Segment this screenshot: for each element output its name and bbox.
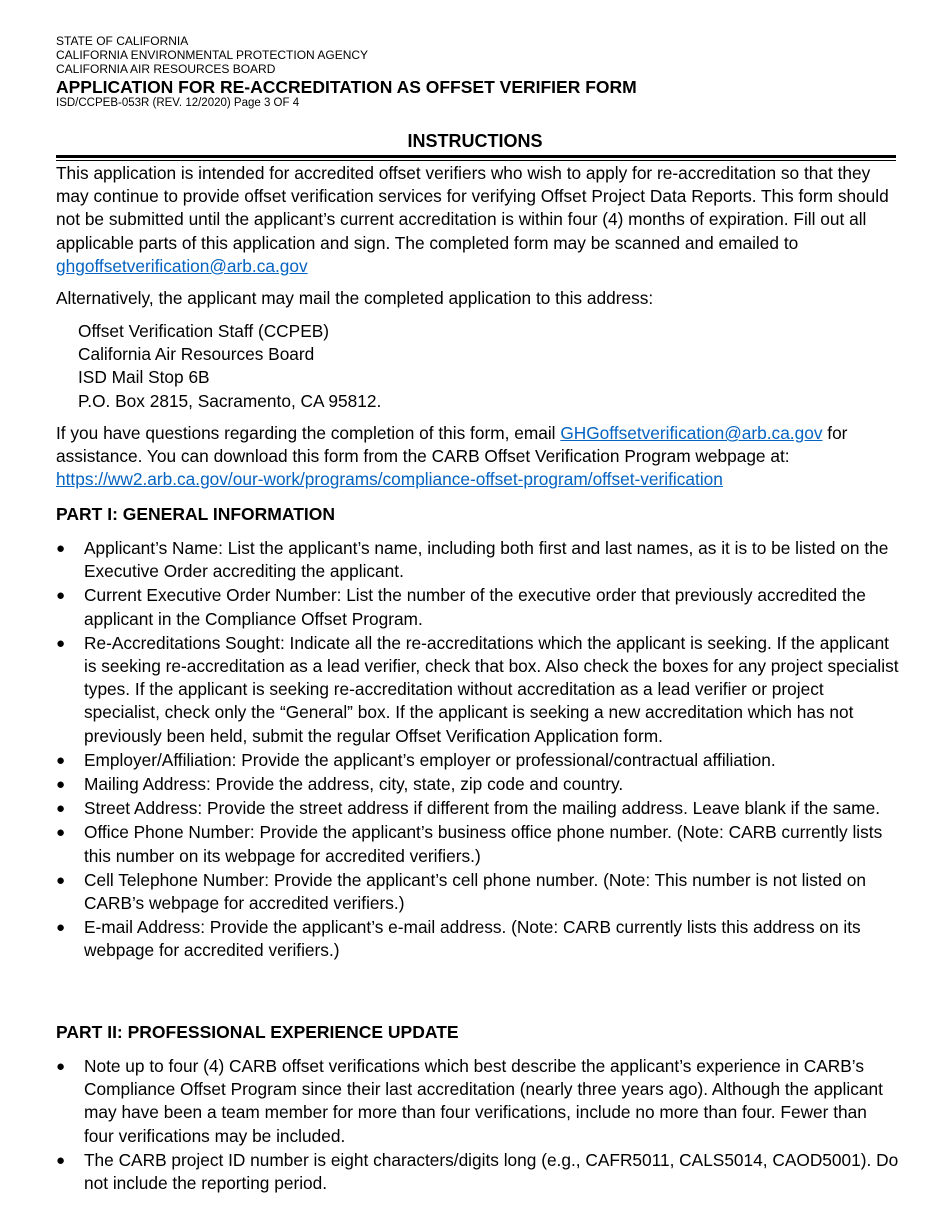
list-item-text: Mailing Address: Provide the address, city, state, zip code and country. [84, 774, 624, 795]
list-item [56, 916, 901, 962]
list-item-text: E-mail Address: Provide the applicant’s e-mail address. (Note: CARB currently lists this address on its webpage for accredited verifiers.) [84, 917, 861, 961]
address-line: P.O. Box 2815, Sacramento, CA 95812. [78, 390, 382, 411]
header-board: CALIFORNIA AIR RESOURCES BOARD [56, 62, 276, 76]
bullet-icon: ● [56, 800, 66, 818]
list-item-text: The CARB project ID number is eight characters/digits long (e.g., CAFR5011, CALS5014, CAOD5001). Do not include the reporting period. [84, 1149, 899, 1194]
bullet-icon: ● [56, 1151, 66, 1169]
list-item [56, 537, 901, 583]
instructions-title: INSTRUCTIONS [407, 131, 543, 151]
list-item [56, 821, 901, 867]
bullet-icon: ● [56, 919, 66, 937]
list-item [56, 1055, 901, 1148]
list-item-text: Re-Accreditations Sought: Indicate all the re-accreditations which the applicant is seeking. If the applicant is seeking re-accreditation as a lead verifier, check that box. Also check the boxes for any project specialist types. If the applicant is seeking re-accreditation without accreditation as a lead verifier or project specialist, check only the “General” box. If the applicant is seeking a new accreditation which has not previously been held, submit the regular Offset Verification Application form. [84, 632, 899, 746]
list-item [56, 797, 901, 820]
list-item-text: Street Address: Provide the street address if different from the mailing address. Leave blank if the same. [84, 798, 880, 819]
list-item [56, 749, 901, 772]
part2-heading: PART II: PROFESSIONAL EXPERIENCE UPDATE [56, 1022, 459, 1042]
questions-text: If you have questions regarding the completion of this form, email [56, 423, 561, 443]
part1-list [56, 537, 901, 964]
list-item-text: Employer/Affiliation: Provide the applicant’s employer or professional/contractual affiliation. [84, 749, 776, 770]
list-item-text: Applicant’s Name: List the applicant’s name, including both first and last names, as it is to be listed on the Executive Order accrediting the applicant. [84, 538, 889, 582]
header-agency: CALIFORNIA ENVIRONMENTAL PROTECTION AGENCY [56, 48, 369, 62]
download-url-link[interactable]: https://ww2.arb.ca.gov/our-work/programs/compliance-offset-program/offset-verification [56, 469, 723, 490]
divider-thin [56, 160, 896, 161]
bullet-icon: ● [56, 751, 66, 769]
bullet-icon: ● [56, 824, 66, 842]
address-line: Offset Verification Staff (CCPEB) [78, 321, 329, 341]
bullet-icon: ● [56, 634, 66, 652]
questions-paragraph [56, 422, 901, 492]
list-item [56, 869, 901, 915]
list-item-text: Cell Telephone Number: Provide the applicant’s cell phone number. (Note: This number is not listed on CARB’s webpage for accredited verifiers.) [84, 869, 866, 914]
part2-list [56, 1055, 901, 1196]
intro-email-link[interactable]: ghgoffsetverification@arb.ca.gov [56, 255, 308, 276]
part1-heading: PART I: GENERAL INFORMATION [56, 504, 336, 524]
mailing-address-block [78, 320, 381, 413]
list-item [56, 632, 901, 748]
list-item-text: Note up to four (4) CARB offset verifications which best describe the applicant’s experience in CARB’s Compliance Offset Program since their last accreditation (nearly three years ago). Although the applicant may have been a team member for more than four verifications, include no more than four. Fewer than four verifications may be included. [84, 1056, 883, 1146]
assistance-text: for assistance. You can download this form from the CARB Offset Verification Program webpage at: [56, 423, 848, 467]
address-line: California Air Resources Board [78, 344, 315, 365]
list-item [56, 773, 901, 796]
header-state: STATE OF CALIFORNIA [56, 34, 189, 48]
bullet-icon: ● [56, 587, 66, 605]
bullet-icon: ● [56, 1058, 66, 1075]
list-item-text: Current Executive Order Number: List the number of the executive order that previously accredited the applicant in the Compliance Offset Program. [84, 585, 866, 629]
mail-paragraph: Alternatively, the applicant may mail the completed application to this address: [56, 288, 654, 308]
questions-email-link[interactable]: GHGoffsetverification@arb.ca.gov [560, 423, 823, 443]
divider-thick [56, 155, 896, 158]
intro-text: This application is intended for accredited offset verifiers who wish to apply for re-accreditation so that they may continue to provide offset verification services for verifying Offset Project Data Reports. This form should not be submitted until the applicant’s current accreditation is within four (4) months of expiration. Fill out all applicable parts of this application and sign. The completed form may be scanned and emailed to [56, 163, 889, 253]
bullet-icon: ● [56, 871, 66, 889]
list-item [56, 584, 901, 630]
form-code: ISD/CCPEB-053R (REV. 12/2020) Page 3 OF 4 [56, 97, 300, 109]
bullet-icon: ● [56, 776, 66, 794]
intro-paragraph [56, 162, 901, 278]
list-item [56, 1149, 901, 1195]
bullet-icon: ● [56, 540, 66, 557]
form-title: APPLICATION FOR RE-ACCREDITATION AS OFFSET VERIFIER FORM [56, 77, 637, 97]
address-line: ISD Mail Stop 6B [78, 367, 210, 388]
list-item-text: Office Phone Number: Provide the applicant’s business office phone number. (Note: CARB currently lists this number on its webpage for accredited verifiers.) [84, 822, 883, 866]
